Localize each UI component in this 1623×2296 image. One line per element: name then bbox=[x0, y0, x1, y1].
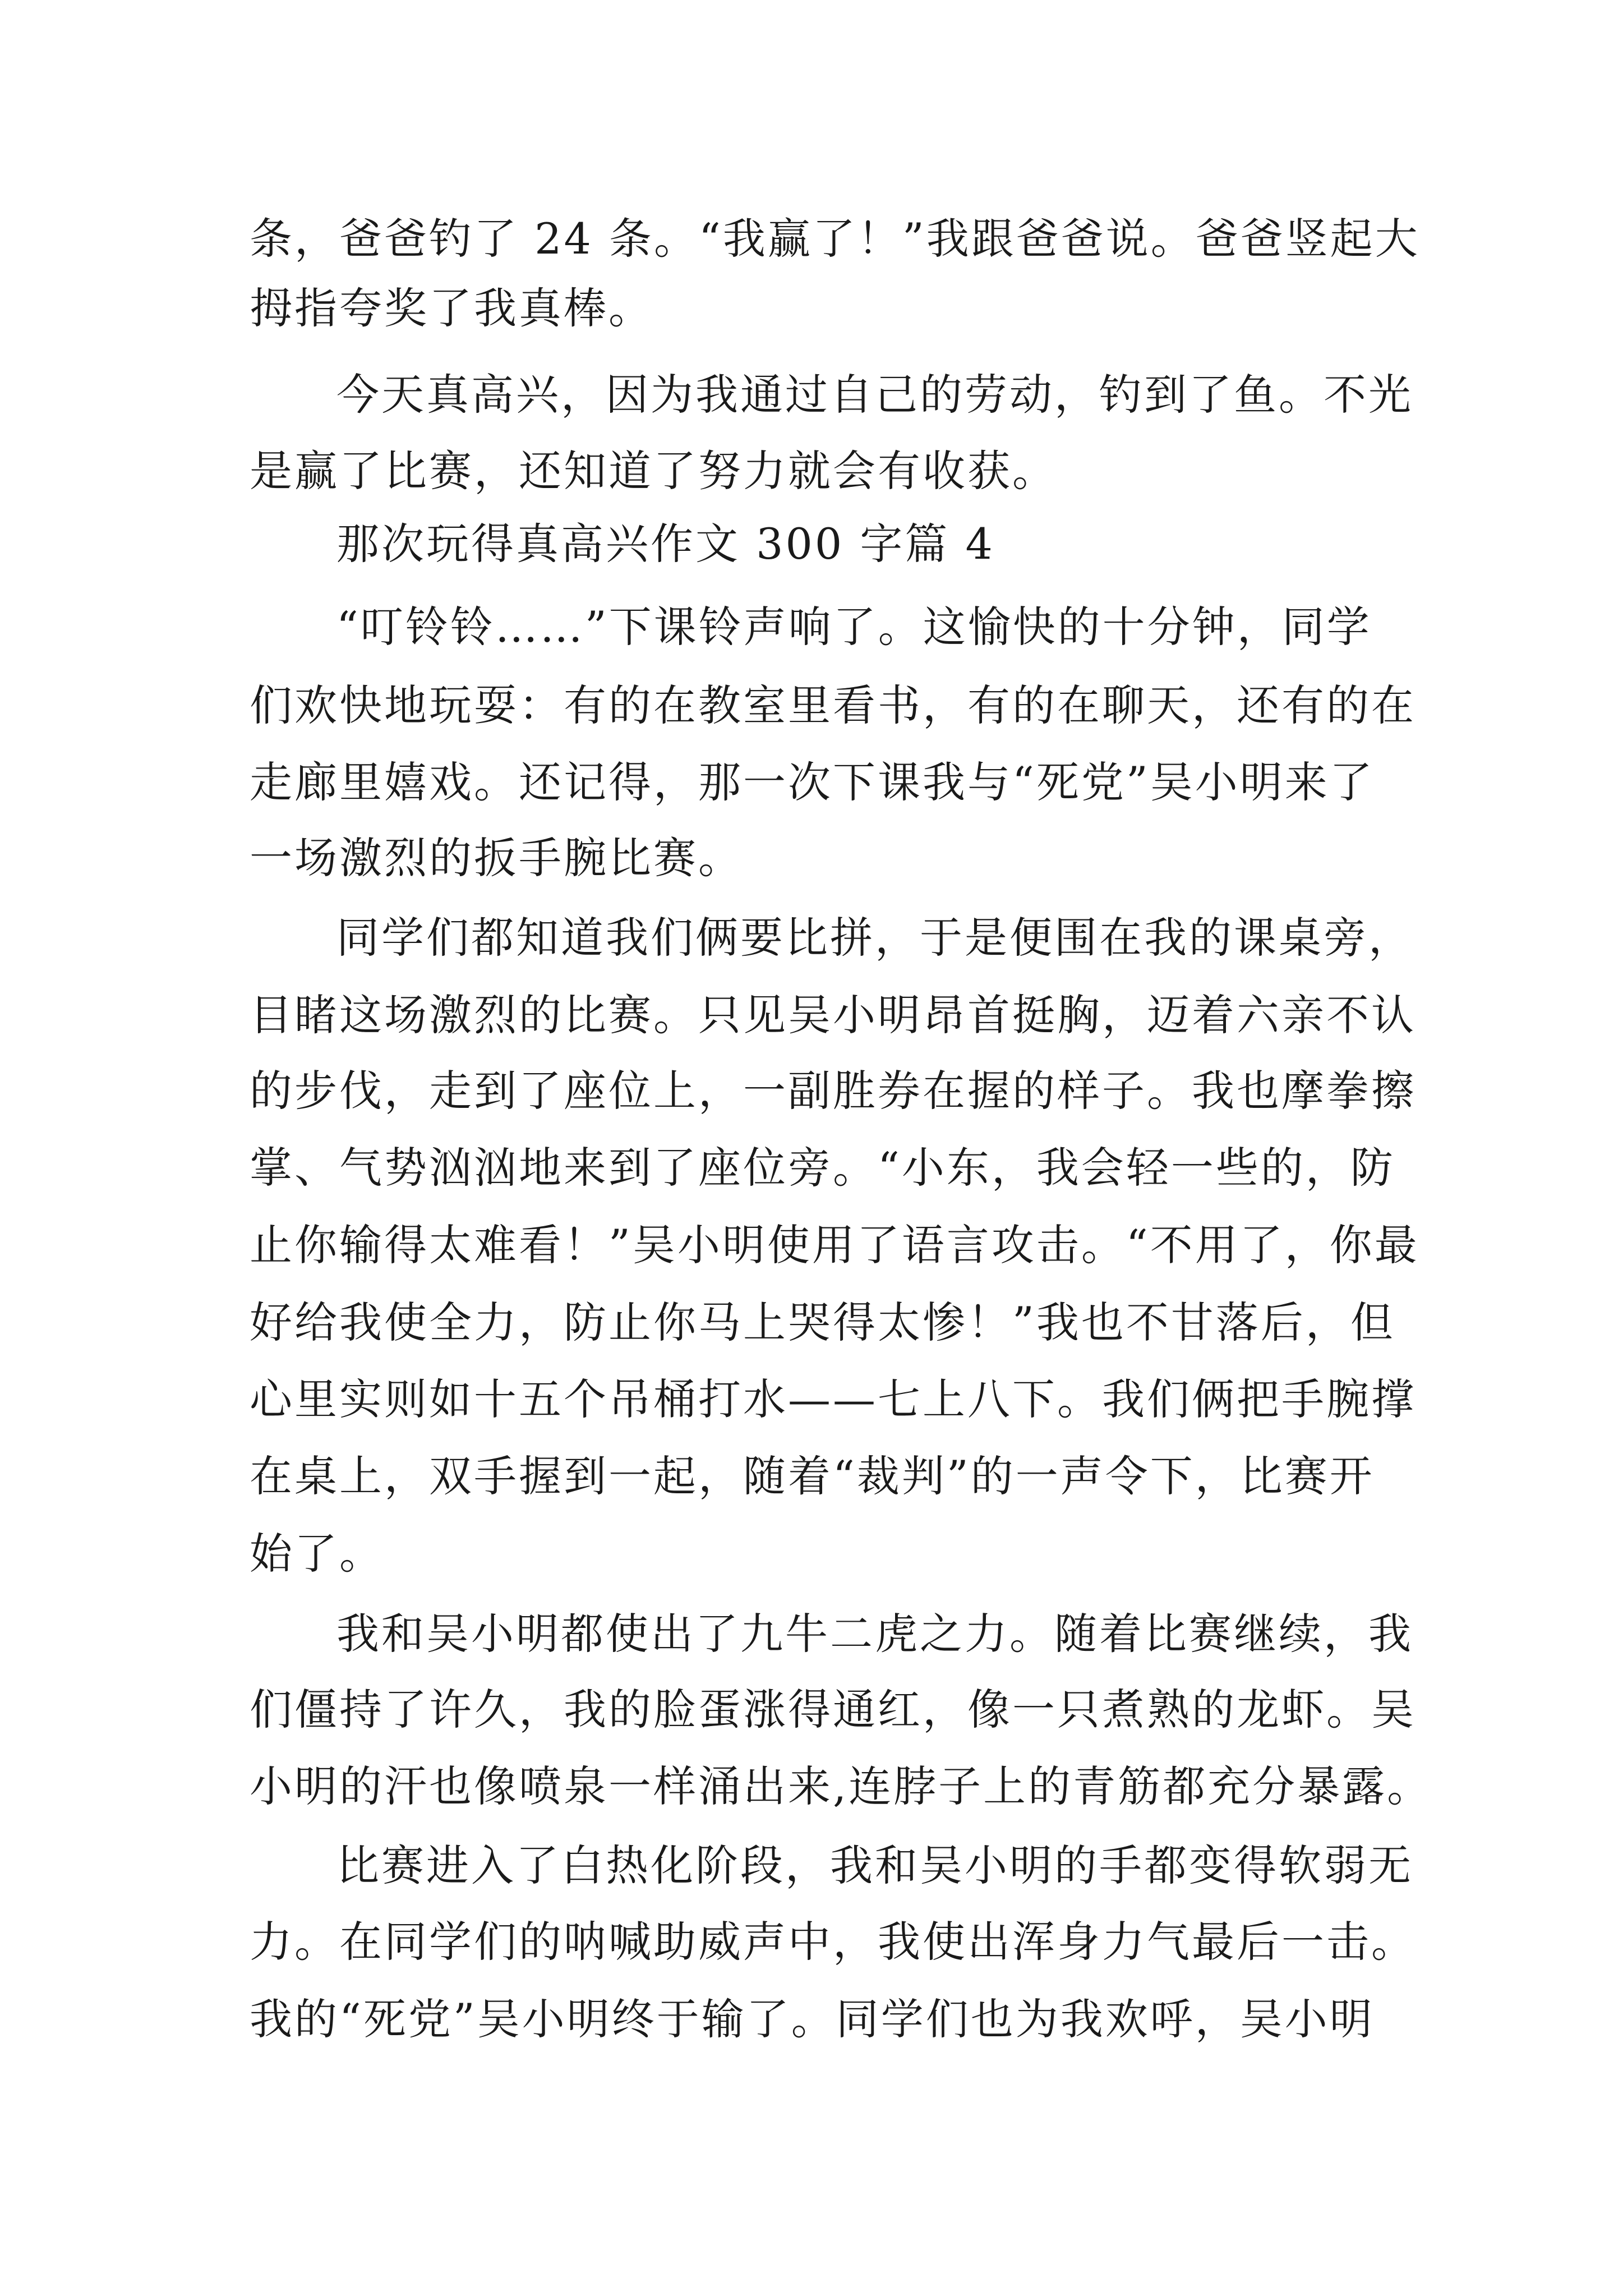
text-line: 条，爸爸钓了 24 条。“我赢了！”我跟爸爸说。爸爸竖起大 bbox=[250, 214, 1420, 264]
section-heading: 那次玩得真高兴作文 300 字篇 4 bbox=[336, 519, 995, 569]
text-line: 力。在同学们的呐喊助威声中，我使出浑身力气最后一击。 bbox=[250, 1917, 1416, 1967]
paragraph-first-line: 我和吴小明都使出了九牛二虎之力。随着比赛继续，我 bbox=[336, 1609, 1413, 1659]
paragraph-first-line: “叮铃铃……”下课铃声响了。这愉快的十分钟，同学 bbox=[336, 602, 1372, 652]
text-line: 心里实则如十五个吊桶打水——七上八下。我们俩把手腕撑 bbox=[250, 1374, 1416, 1424]
text-line: 是赢了比赛，还知道了努力就会有收获。 bbox=[250, 446, 1057, 496]
text-line: 在桌上，双手握到一起，随着“裁判”的一声令下，比赛开 bbox=[250, 1451, 1375, 1501]
text-line: 我的“死党”吴小明终于输了。同学们也为我欢呼，吴小明 bbox=[250, 1994, 1375, 2044]
text-line: 一场激烈的扳手腕比赛。 bbox=[250, 833, 743, 883]
text-line: 拇指夸奖了我真棒。 bbox=[250, 283, 653, 333]
paragraph-first-line: 同学们都知道我们俩要比拼，于是便围在我的课桌旁， bbox=[336, 913, 1413, 963]
text-line: 掌、气势汹汹地来到了座位旁。“小东，我会轻一些的，防 bbox=[250, 1143, 1395, 1193]
text-line: 始了。 bbox=[250, 1529, 384, 1579]
paragraph-first-line: 今天真高兴，因为我通过自己的劳动，钓到了鱼。不光 bbox=[336, 370, 1413, 420]
text-line: 走廊里嬉戏。还记得，那一次下课我与“死党”吴小明来了 bbox=[250, 757, 1375, 807]
paragraph-first-line: 比赛进入了白热化阶段，我和吴小明的手都变得软弱无 bbox=[336, 1841, 1413, 1890]
text-line: 的步伐，走到了座位上，一副胜券在握的样子。我也摩拳擦 bbox=[250, 1066, 1416, 1116]
text-line: 好给我使全力，防止你马上哭得太惨！”我也不甘落后，但 bbox=[250, 1297, 1395, 1347]
text-line: 们僵持了许久，我的脸蛋涨得通红，像一只煮熟的龙虾。吴 bbox=[250, 1685, 1416, 1734]
text-line: 们欢快地玩耍：有的在教室里看书，有的在聊天，还有的在 bbox=[250, 680, 1416, 730]
text-line: 目睹这场激烈的比赛。只见吴小明昂首挺胸，迈着六亲不认 bbox=[250, 990, 1416, 1040]
text-line: 止你输得太难看！”吴小明使用了语言攻击。“不用了，你最 bbox=[250, 1220, 1419, 1270]
text-line: 小明的汗也像喷泉一样涌出来,连脖子上的青筋都充分暴露。 bbox=[250, 1761, 1432, 1811]
